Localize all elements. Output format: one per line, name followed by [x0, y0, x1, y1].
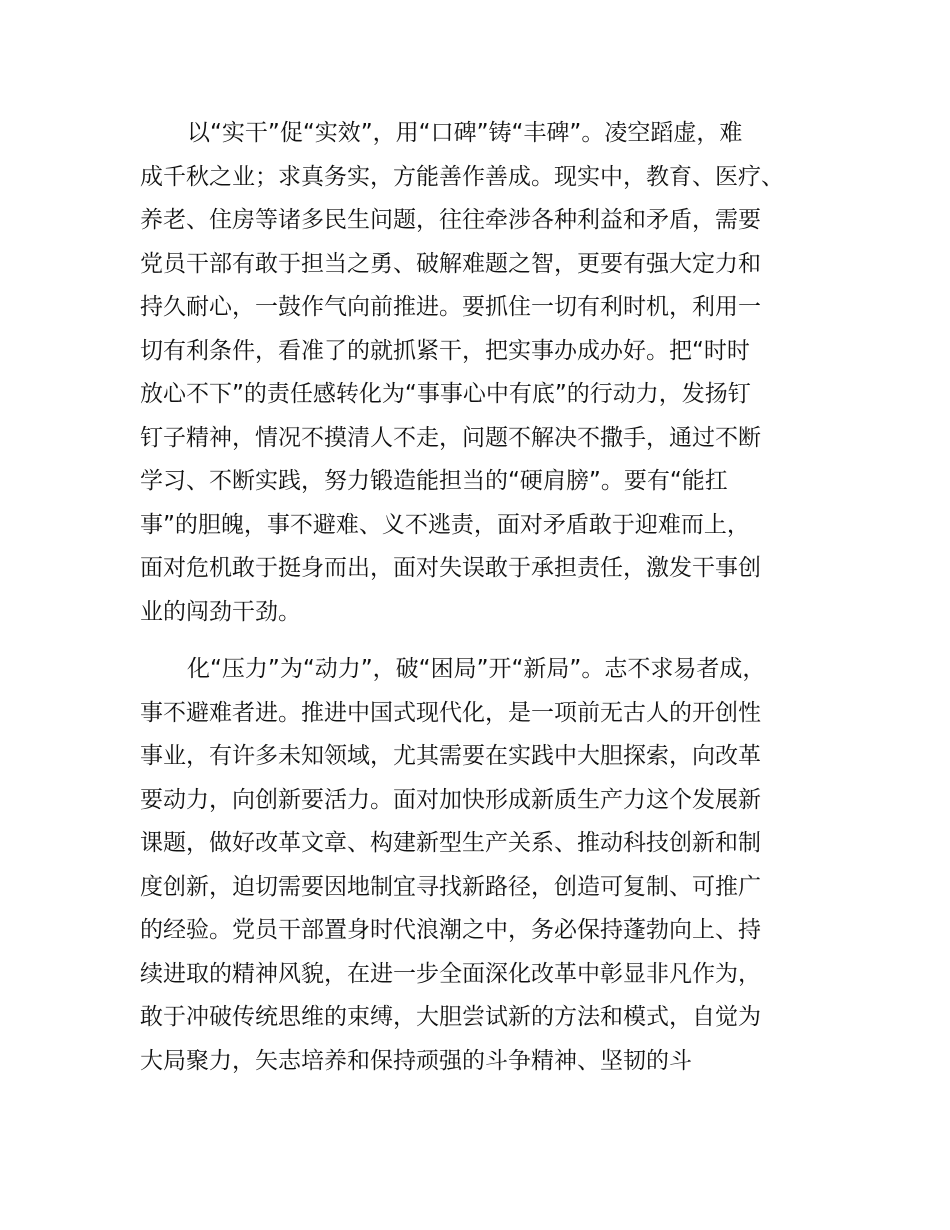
- paragraph-line: 敢于冲破传统思维的束缚，大胆尝试新的方法和模式，自觉为: [140, 1004, 761, 1030]
- paragraph-line: 事不避难者进。推进中国式现代化，是一项前无古人的开创性: [140, 699, 761, 726]
- paragraph-line: 事”的胆魄，事不避难、义不逃责，面对矛盾敢于迎难而上，: [140, 511, 750, 538]
- document-body: [140, 112, 830, 1083]
- paragraph-line: 养老、住房等诸多民生问题，往往牵涉各种利益和矛盾，需要: [140, 207, 761, 233]
- paragraph-line: 成千秋之业；求真务实，方能善作善成。现实中，教育、医疗、: [140, 163, 784, 190]
- paragraph-line: 度创新，迫切需要因地制宜寻找新路径，创造可复制、可推广: [140, 873, 761, 900]
- paragraph-line: 放心不下”的责任感转化为“事事心中有底”的行动力，发扬钉: [140, 381, 751, 407]
- paragraph-line: 切有利条件，看准了的就抓紧干，把实事办成办好。把“时时: [140, 337, 750, 364]
- paragraph-line: 钉子精神，情况不摸清人不走，问题不解决不撒手，通过不断: [140, 424, 761, 451]
- paragraph-1: [140, 112, 830, 634]
- paragraph-2: [140, 648, 830, 1083]
- paragraph-line: 续进取的精神风貌，在进一步全面深化改革中彰显非凡作为，: [140, 960, 761, 987]
- paragraph-line: 大局聚力，矢志培养和保持顽强的斗争精神、坚韧的斗: [140, 1047, 692, 1074]
- paragraph-line: 持久耐心，一鼓作气向前推进。要抓住一切有利时机，利用一: [140, 294, 761, 320]
- paragraph-line: 事业，有许多未知领域，尤其需要在实践中大胆探索，向改革: [140, 743, 761, 769]
- paragraph-line: 课题，做好改革文章、构建新型生产关系、推动科技创新和制: [140, 830, 761, 856]
- paragraph-line: 以“实干”促“实效”，用“口碑”铸“丰碑”。凌空蹈虚，难: [187, 120, 743, 146]
- paragraph-line: 学习、不断实践，努力锻造能担当的“硬肩膀”。要有“能扛: [140, 468, 728, 494]
- paragraph-line: 化“压力”为“动力”，破“困局”开“新局”。志不求易者成，: [187, 656, 766, 682]
- paragraph-line: 面对危机敢于挺身而出，面对失误敢于承担责任，激发干事创: [140, 555, 761, 581]
- paragraph-spacer: [140, 634, 830, 648]
- paragraph-line: 业的闯劲干劲。: [140, 598, 301, 625]
- paragraph-line: 党员干部有敢于担当之勇、破解难题之智，更要有强大定力和: [140, 250, 761, 277]
- paragraph-line: 要动力，向创新要活力。面对加快形成新质生产力这个发展新: [140, 786, 761, 813]
- paragraph-line: 的经验。党员干部置身时代浪潮之中，务必保持蓬勃向上、持: [140, 917, 761, 943]
